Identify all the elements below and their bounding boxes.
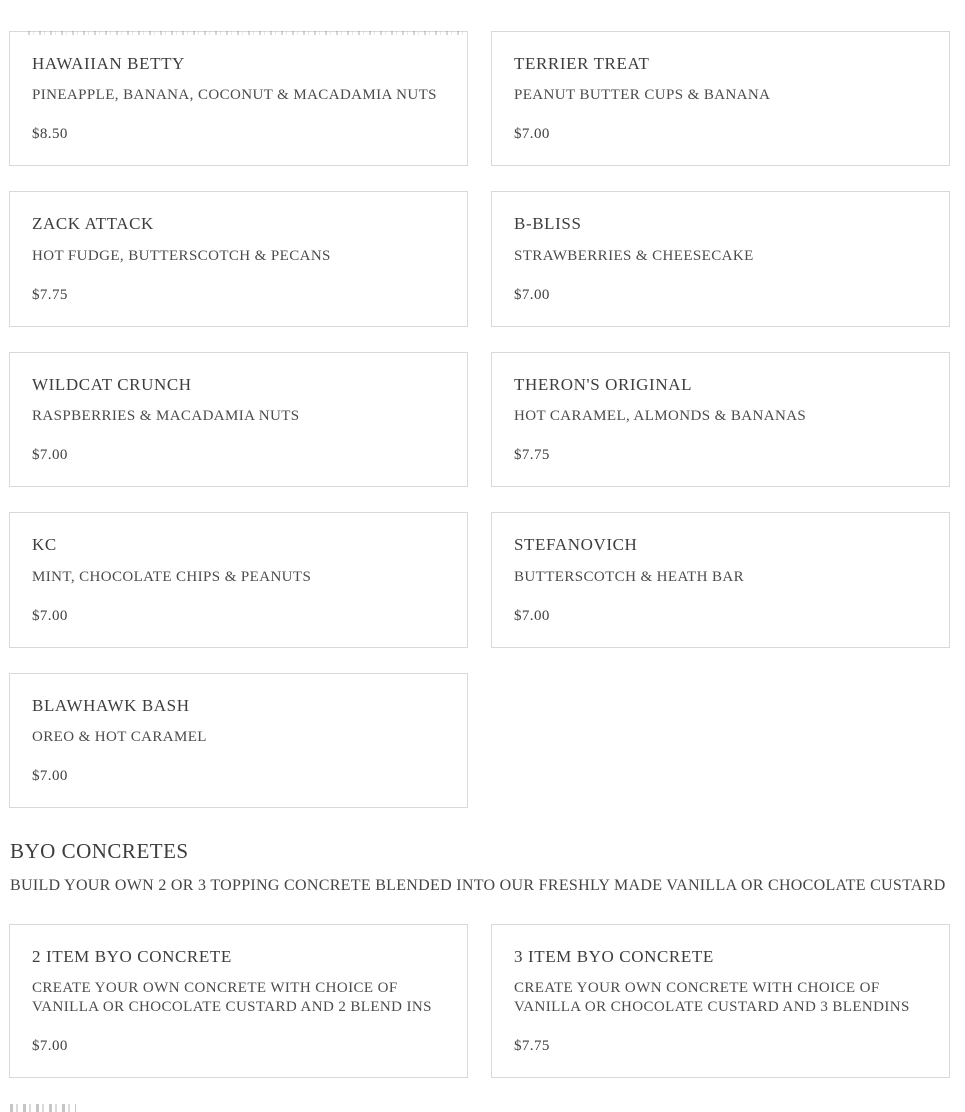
menu-item-description: MINT, CHOCOLATE CHIPS & PEANUTS [32,568,312,585]
menu-item-description: HOT FUDGE, BUTTERSCOTCH & PECANS [32,247,331,264]
menu-item-name: STEFANOVICH [514,535,638,555]
menu-item-name: BLAWHAWK BASH [32,695,190,715]
menu-item-card[interactable] [9,512,468,647]
menu-item-card[interactable] [491,512,950,647]
menu-item-price: $8.50 [32,126,68,143]
menu-item-description: OREO & HOT CARAMEL [32,728,207,745]
menu-item-card[interactable] [491,352,950,487]
menu-item-price: $7.00 [32,447,68,464]
menu-item-price: $7.00 [32,607,68,624]
menu-item-card[interactable] [9,352,468,487]
menu-item-price: $7.00 [32,1038,68,1055]
menu-item-description: CREATE YOUR OWN CONCRETE WITH CHOICE OF VANILLA OR CHOCOLATE CUSTARD AND 3 BLENDINS [514,980,910,1016]
menu-item-description: BUTTERSCOTCH & HEATH BAR [514,568,745,585]
menu-item-card[interactable] [9,924,468,1078]
menu-item-description: PINEAPPLE, BANANA, COCONUT & MACADAMIA NUTS [32,87,437,104]
menu-item-name: 3 ITEM BYO CONCRETE [514,946,714,966]
menu-item-price: $7.75 [514,447,550,464]
menu-item-name: ZACK ATTACK [32,214,154,234]
menu-item-description: RASPBERRIES & MACADAMIA NUTS [32,408,300,425]
byo-concretes-description: BUILD YOUR OWN 2 OR 3 TOPPING CONCRETE BLENDED INTO OUR FRESHLY MADE VANILLA OR CHOCOLATE CUSTARD [10,876,946,894]
menu-item-description: HOT CARAMEL, ALMONDS & BANANAS [514,408,807,425]
menu-item-card[interactable] [491,31,950,166]
menu-page [9,31,950,1078]
menu-item-description: PEANUT BUTTER CUPS & BANANA [514,87,771,104]
menu-item-name: 2 ITEM BYO CONCRETE [32,946,232,966]
menu-item-card[interactable] [9,673,468,808]
concretes-items-grid [9,31,950,808]
menu-item-name: WILDCAT CRUNCH [32,374,192,394]
clipped-text-line-top [28,31,463,35]
menu-item-price: $7.75 [32,286,68,303]
menu-item-price: $7.00 [514,607,550,624]
menu-item-name: KC [32,535,57,555]
menu-item-name: HAWAIIAN BETTY [32,54,185,73]
menu-item-card[interactable] [491,924,950,1078]
byo-items-grid [9,924,950,1078]
menu-item-name: THERON'S ORIGINAL [514,374,693,394]
menu-item-price: $7.75 [514,1038,550,1055]
menu-item-description: STRAWBERRIES & CHEESECAKE [514,247,754,264]
menu-item-card[interactable] [9,31,468,166]
menu-item-price: $7.00 [514,286,550,303]
clipped-section-heading-bottom [10,1104,76,1112]
menu-item-description: CREATE YOUR OWN CONCRETE WITH CHOICE OF VANILLA OR CHOCOLATE CUSTARD AND 2 BLEND INS [32,980,432,1016]
menu-item-price: $7.00 [32,767,68,784]
byo-concretes-heading: BYO CONCRETES [10,838,189,863]
menu-item-name: B-BLISS [514,214,582,234]
menu-item-name: TERRIER TREAT [514,54,650,73]
menu-item-price: $7.00 [514,126,550,143]
menu-item-card[interactable] [491,191,950,326]
menu-item-card[interactable] [9,191,468,326]
